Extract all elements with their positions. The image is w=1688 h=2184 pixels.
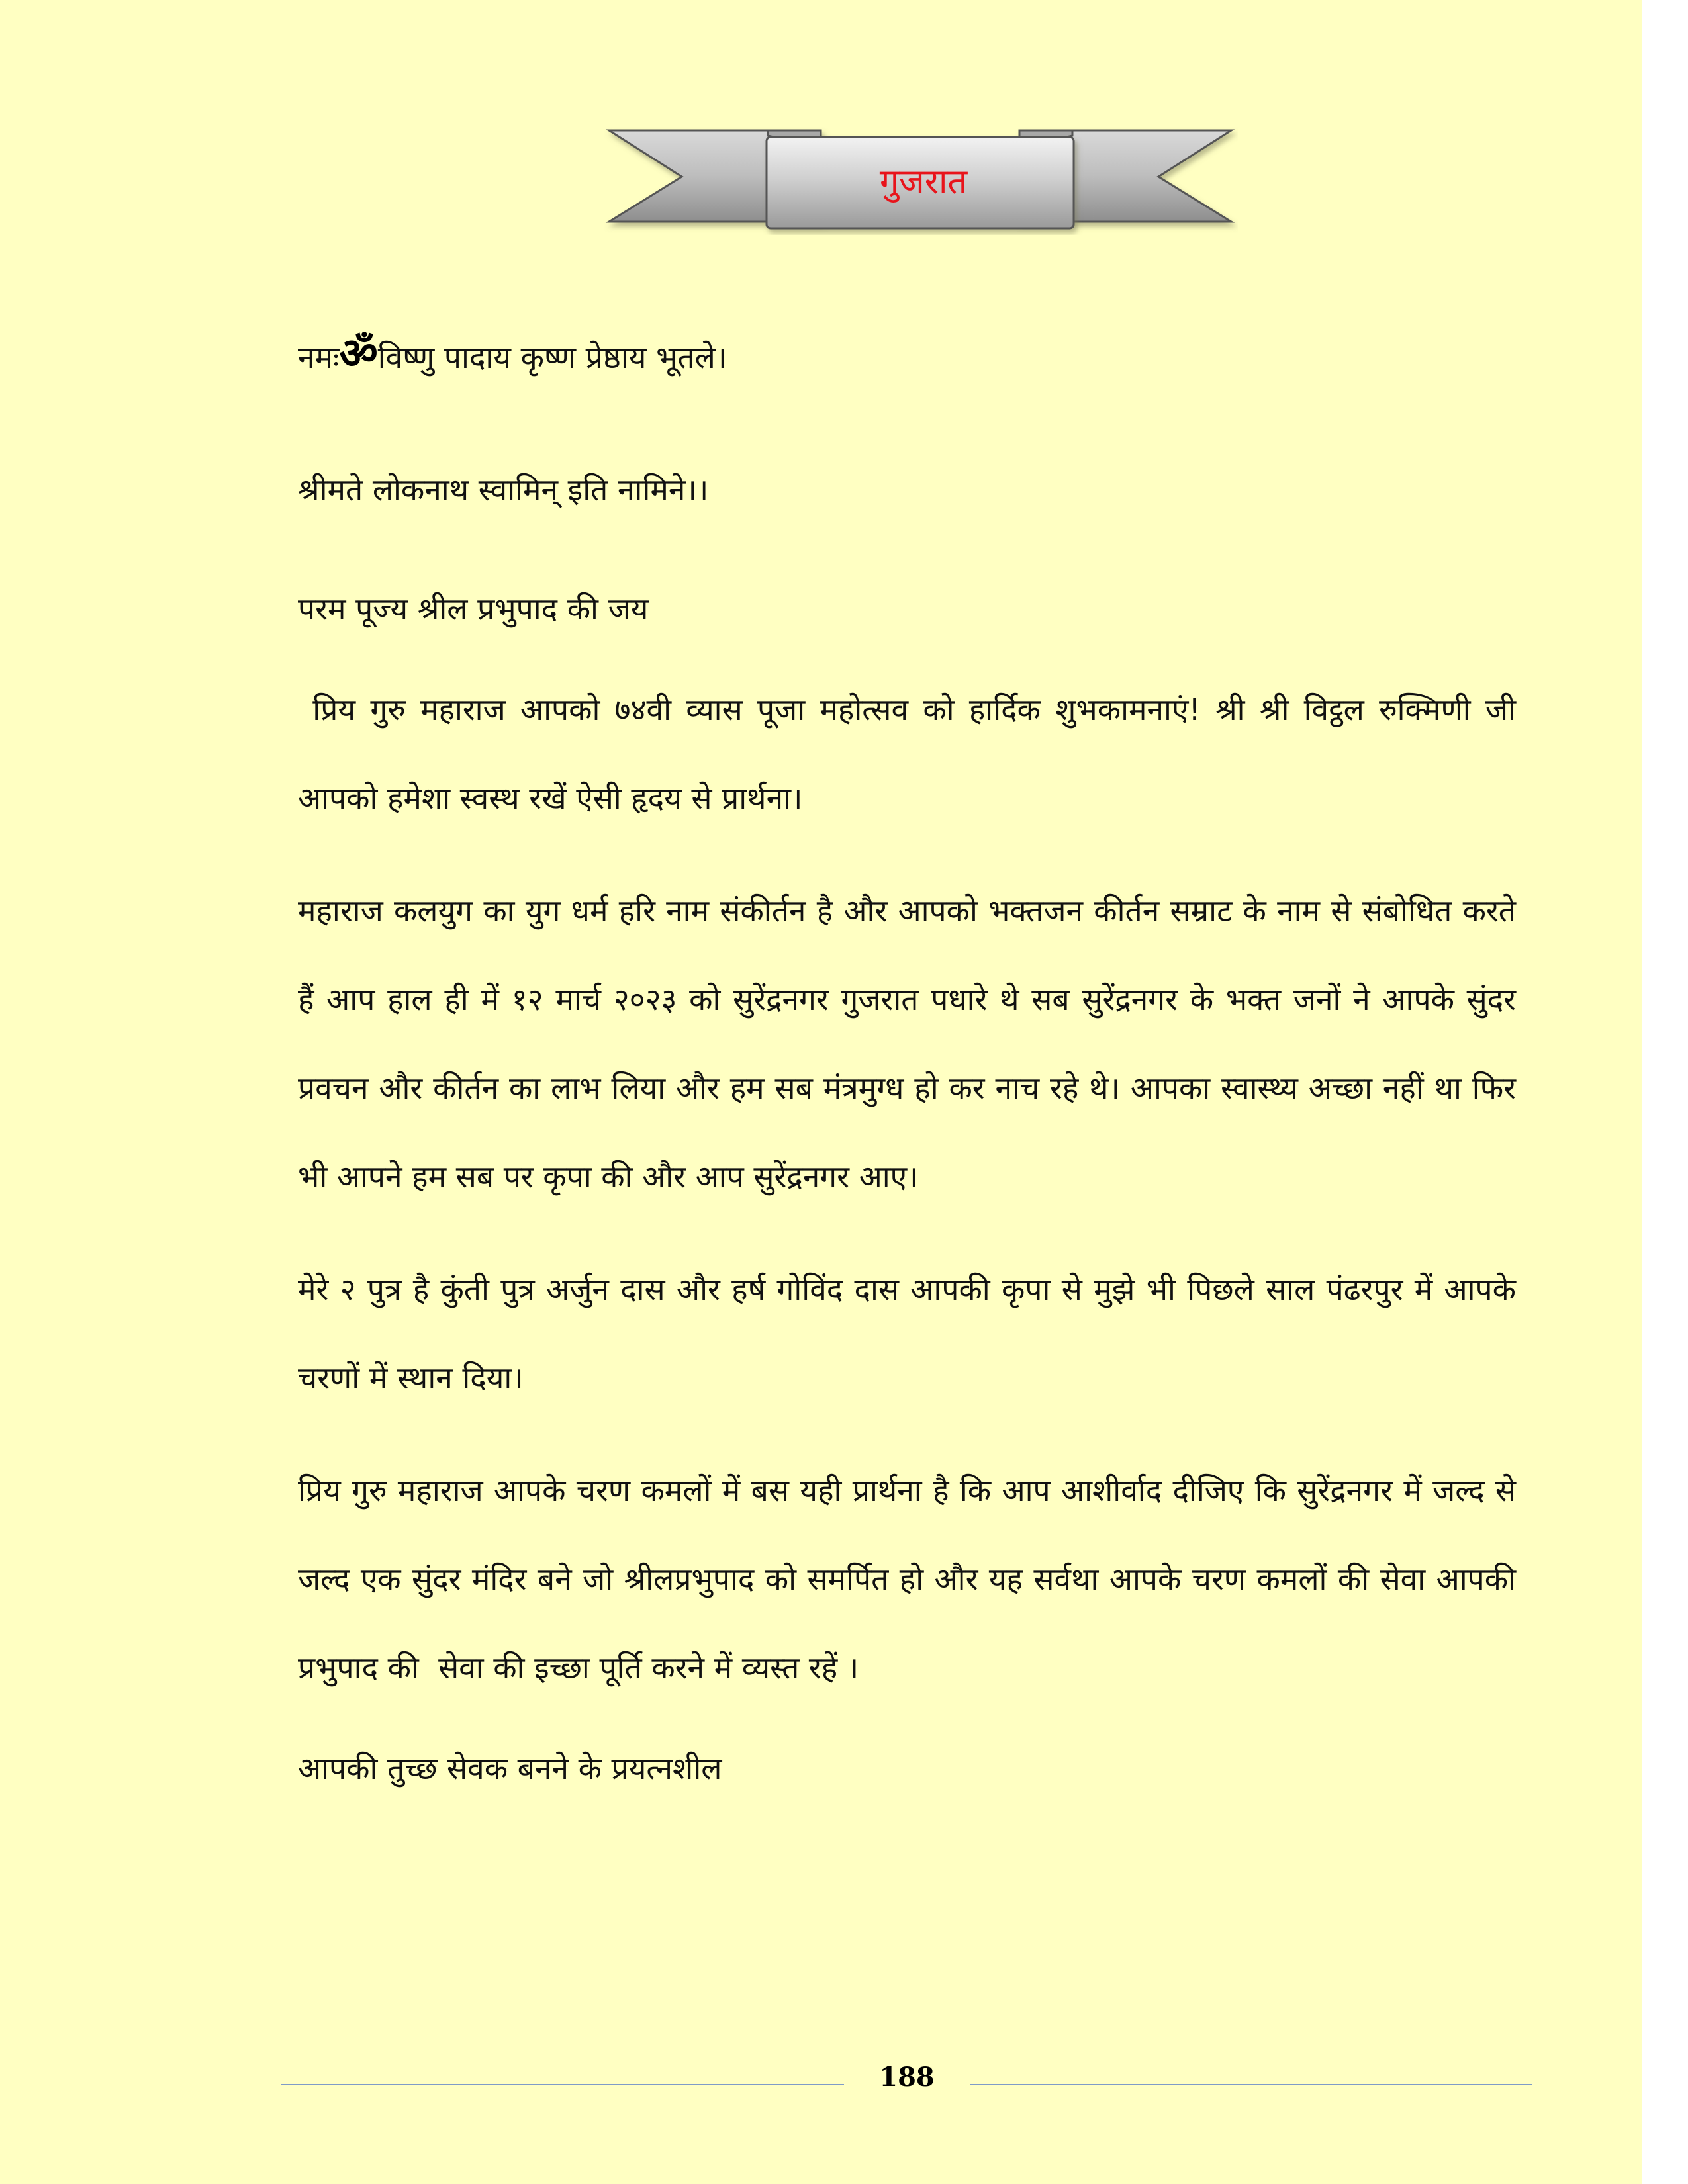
paragraph-4: प्रिय गुरु महाराज आपके चरण कमलों में बस यही प्रार्थना है कि आप आशीर्वाद दीजिए कि सुरेंद्रनगर में जल्द से जल्द एक सुंदर मंदिर बने जो श्रीलप्रभुपाद को समर्पित हो और यह सर्वथा आपके चरण कमलों की सेवा आपकी प्रभुपाद की सेवा की इच्छा पूर्ति करने में व्यस्त रहें ।: [298, 1473, 1526, 1686]
page-footer: [281, 2055, 1532, 2095]
letter-content: [298, 324, 1526, 1798]
verse-line-1-text: विष्णु पादाय कृष्ण प्रेष्ठाय भूतले।: [377, 340, 727, 375]
paragraph-1: प्रिय गुरु महाराज आपको ७४वी व्यास पूजा महोत्सव को हार्दिक शुभकामनाएं! श्री श्री विट्ठल रुक्मिणी जी आपको हमेशा स्वस्थ रखें ऐसी हृदय से प्रार्थना।: [298, 692, 1526, 816]
paragraph-3: मेरे २ पुत्र है कुंती पुत्र अर्जुन दास और हर्ष गोविंद दास आपकी कृपा से मुझे भी पिछले साल पंढरपुर में आपके चरणों में स्थान दिया।: [298, 1271, 1516, 1396]
banner-title: गुजरात: [879, 162, 968, 202]
verse-prefix: नमः: [298, 340, 340, 375]
closing-line: आपकी तुच्छ सेवक बनने के प्रयत्नशील: [298, 1751, 722, 1786]
paragraph-2: महाराज कलयुग का युग धर्म हरि नाम संकीर्तन है और आपको भक्तजन कीर्तन सम्राट के नाम से संबोधित करते हैं आप हाल ही में १२ मार्च २०२३ को सुरेंद्रनगर गुजरात पधारे थे सब सुरेंद्रनगर के भक्त जनों ने आपके सुंदर प्रवचन और कीर्तन का लाभ लिया और हम सब मंत्रमुग्ध हो कर नाच रहे थे। आपका स्वास्थ्य अच्छा नहीं था फिर भी आपने हम सब पर कृपा की और आप सुरेंद्रनगर आए।: [298, 893, 1516, 1195]
verse-line-2: श्रीमते लोकनाथ स्वामिन् इति नामिने।।: [298, 472, 709, 508]
verse-line-3: परम पूज्य श्रील प्रभुपाद की जय: [298, 591, 649, 627]
verse-line-1: [298, 324, 1516, 387]
footer-rule-right: [970, 2084, 1532, 2085]
page-number: 188: [879, 2062, 935, 2093]
footer-rule-left: [281, 2084, 844, 2085]
om-symbol: ॐ: [339, 330, 378, 379]
